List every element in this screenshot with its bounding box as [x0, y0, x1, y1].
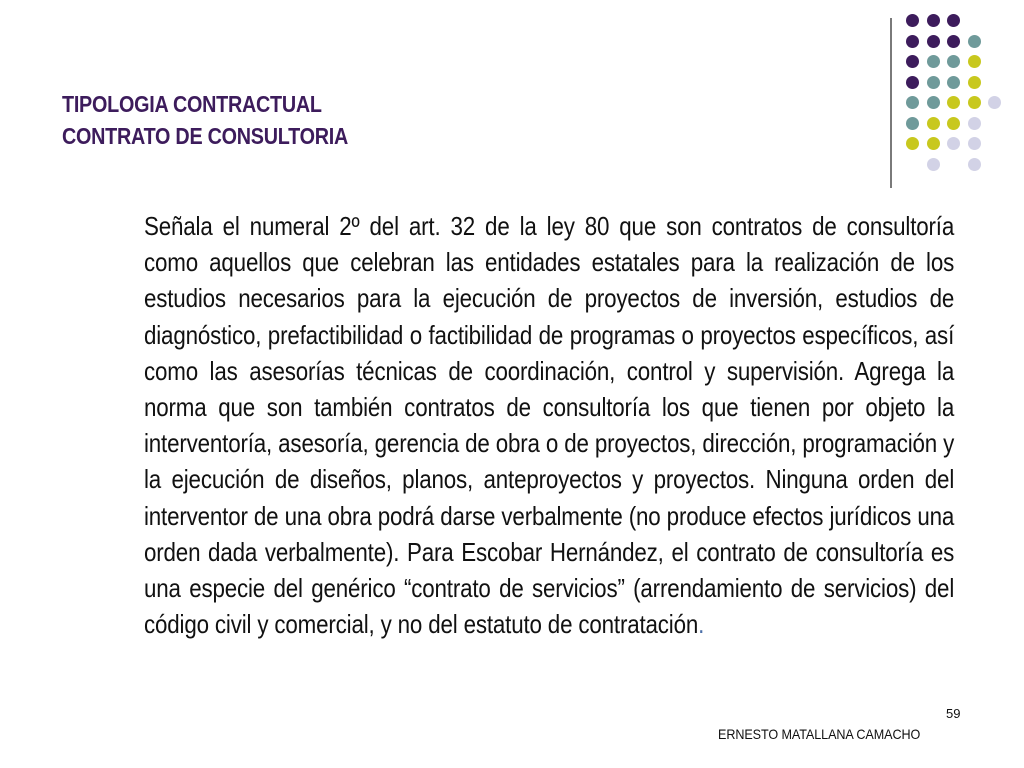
decorative-dot [968, 117, 981, 130]
decorative-dot [927, 117, 940, 130]
decorative-dot [947, 117, 960, 130]
decorative-dot [927, 96, 940, 109]
decorative-dot [968, 137, 981, 150]
body-text: Señala el numeral 2º del art. 32 de la ley 80 que son contratos de consultoría como aquellos que celebran las entidades estatales para la realización de los estudios necesarios para la ejecución de proyectos de inversión, estudios de diagnóstico, prefactibilidad o factibilidad de programas o proyectos específicos, así como las asesorías técnicas de coordinación, control y supervisión. Agrega la norma que son también contratos de consultoría los que tienen por objeto la interventoría, asesoría, gerencia de obra o de proyectos, dirección, programación y la ejecución de diseños, planos, anteproyectos y proyectos. Ninguna orden del interventor de una obra podrá darse verbalmente (no produce efectos jurídicos una orden dada verbalmente). Para Escobar Hernández, el contrato de consultoría es una especie del genérico “contrato de servicios” (arrendamiento de servicios) del código civil y comercial, y no del estatuto de contratación [144, 211, 955, 640]
title-line-2: CONTRATO DE CONSULTORIA [62, 123, 349, 149]
decorative-dot [968, 158, 981, 171]
decorative-dot [927, 14, 940, 27]
decorative-dot [927, 137, 940, 150]
title-line-1: TIPOLOGIA CONTRACTUAL [62, 91, 322, 117]
decorative-dot [947, 35, 960, 48]
decorative-dot [906, 96, 919, 109]
slide-body-paragraph [144, 208, 954, 642]
decorative-dot [988, 96, 1001, 109]
decorative-dot [947, 14, 960, 27]
decorative-dot [927, 35, 940, 48]
decorative-dot [947, 76, 960, 89]
decorative-dot [906, 137, 919, 150]
decorative-dot-grid [906, 14, 1016, 164]
decorative-dot [968, 55, 981, 68]
decorative-dot [906, 14, 919, 27]
decorative-vertical-divider [890, 18, 892, 188]
slide-title [62, 88, 762, 152]
decorative-dot [927, 55, 940, 68]
author-footer: ERNESTO MATALLANA CAMACHO [718, 726, 921, 742]
decorative-dot [968, 76, 981, 89]
decorative-dot [968, 96, 981, 109]
decorative-dot [906, 117, 919, 130]
decorative-dot [947, 96, 960, 109]
body-trailing-period: . [698, 609, 705, 640]
decorative-dot [947, 55, 960, 68]
decorative-dot [906, 55, 919, 68]
body-paragraph-inner [144, 208, 954, 642]
page-number: 59 [946, 706, 961, 721]
decorative-dot [906, 35, 919, 48]
decorative-dot [927, 76, 940, 89]
decorative-dot [968, 35, 981, 48]
decorative-dot [947, 137, 960, 150]
decorative-dot [906, 76, 919, 89]
decorative-dot [927, 158, 940, 171]
